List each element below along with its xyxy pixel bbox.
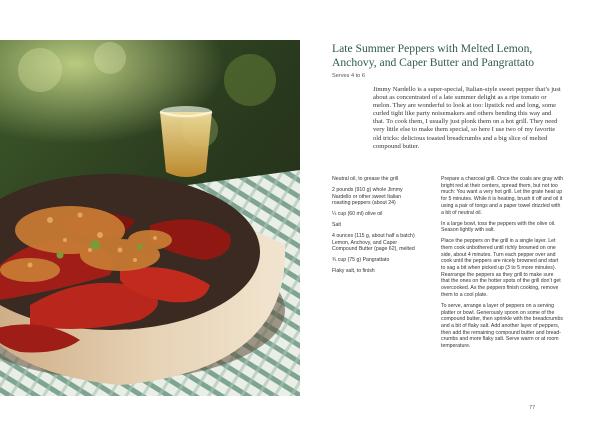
method-line: that the ones on the hotter spots of the grill don’t get: [441, 278, 561, 285]
ingredient-line: Compound Butter (page 62), melted: [332, 246, 415, 253]
method-step: [441, 221, 586, 234]
recipe-title-line: Anchovy, and Caper Butter and Pangrattato: [332, 56, 535, 69]
ingredient-line: Nardello or other sweet Italian: [332, 193, 401, 200]
ingredient-line: ¾ cup (75 g) Pangrattato: [332, 257, 390, 264]
recipe-title: [332, 42, 582, 70]
ingredient-item: [332, 233, 428, 253]
method-line: bright red at their centers, spread them, but not too: [441, 182, 558, 189]
ingredient-item: [332, 211, 428, 218]
method-line: Rearrange the peppers as they grill to make sure: [441, 271, 554, 278]
method-step: [441, 303, 586, 350]
method-line: a bit of neutral oil.: [441, 209, 482, 216]
method-line: platter or bowl. Generously spoon on some of the: [441, 309, 555, 316]
ingredient-line: ¼ cup (60 ml) olive oil: [332, 211, 383, 218]
recipe-intro: [373, 86, 578, 151]
ingredient-line: 4 ounces (115 g, about half a batch): [332, 232, 415, 239]
page-number: 77: [529, 405, 536, 411]
method-steps: [441, 176, 586, 354]
method-line: much: You want a very hot grill. Let the grate heat up: [441, 189, 563, 196]
method-line: overcooked. As the peppers finish cooking, remove: [441, 285, 559, 292]
method-line: side, about 4 minutes. Turn each pepper over and: [441, 251, 556, 258]
serves-label: Serves 4 to 6: [332, 73, 365, 79]
method-line: Prepare a charcoal grill. Once the coals are gray with: [441, 176, 563, 182]
intro-line: compound butter.: [373, 142, 420, 150]
method-line: them cook unbothered until richly browned on one: [441, 244, 556, 251]
method-line: Season lightly with salt.: [441, 227, 495, 234]
method-line: to sag a bit when picked up (3 to 5 more minutes).: [441, 265, 557, 272]
pepper-bowl-illustration: [0, 40, 300, 396]
method-line: and a bit of flaky salt. Add another layer of peppers,: [441, 322, 560, 329]
method-line: then add the remaining compound butter and bread-: [441, 329, 561, 336]
method-line: using a pair of tongs and a paper towel drizzled with: [441, 202, 561, 209]
ingredient-line: Lemon, Anchovy, and Caper: [332, 239, 398, 246]
recipe-photo: [0, 40, 300, 396]
ingredient-line: 2 pounds (910 g) whole Jimmy: [332, 186, 403, 193]
intro-line: very little else to make them special, so here I use two of my favorite: [373, 126, 556, 134]
ingredient-line: roasting peppers (about 24): [332, 200, 396, 207]
intro-line: old tricks: delicious toasted breadcrumbs and a big slice of melted: [373, 134, 548, 142]
method-line: In a large bowl, toss the peppers with the olive oil.: [441, 220, 556, 227]
ingredient-list: [332, 176, 428, 279]
ingredient-line: Flaky salt, to finish: [332, 268, 375, 275]
ingredient-item: [332, 268, 428, 275]
method-line: temperature.: [441, 343, 471, 350]
ingredient-line: Salt: [332, 222, 341, 229]
method-line: To serve, arrange a layer of peppers on a serving: [441, 302, 555, 309]
intro-line: melon. They are wonderful to look at too: lipstick red and long, some: [373, 102, 556, 110]
ingredient-line: Neutral oil, to grease the grill: [332, 176, 399, 182]
ingredient-item: [332, 187, 428, 207]
method-line: Place the peppers on the grill in a single layer. Let: [441, 238, 556, 245]
method-step: [441, 238, 586, 298]
intro-line: curled tight like party noisemakers and others bending this way and: [373, 110, 552, 118]
method-line: compound butter, then sprinkle with the breadcrumbs: [441, 316, 563, 323]
ingredient-item: [332, 176, 428, 183]
intro-line: about as concentrated of a late summer delight as a ripe tomato or: [373, 94, 547, 102]
method-line: them to a cool plate.: [441, 291, 488, 298]
recipe-title-line: Late Summer Peppers with Melted Lemon,: [332, 42, 533, 55]
method-line: cook until the peppers are nicely browned and start: [441, 258, 559, 265]
method-line: for 5 minutes. While it is heating, brush it off and oil it: [441, 196, 563, 203]
ingredient-item: [332, 257, 428, 264]
method-line: crumbs and more flaky salt. Serve warm or at room: [441, 336, 559, 343]
intro-line: Jimmy Nardello is a super-special, Italian-style sweet pepper that’s just: [373, 86, 561, 93]
method-step: [441, 176, 586, 216]
ingredient-item: [332, 222, 428, 229]
intro-line: that. To cook them, I usually just plonk them on a hot grill. They need: [373, 118, 558, 126]
